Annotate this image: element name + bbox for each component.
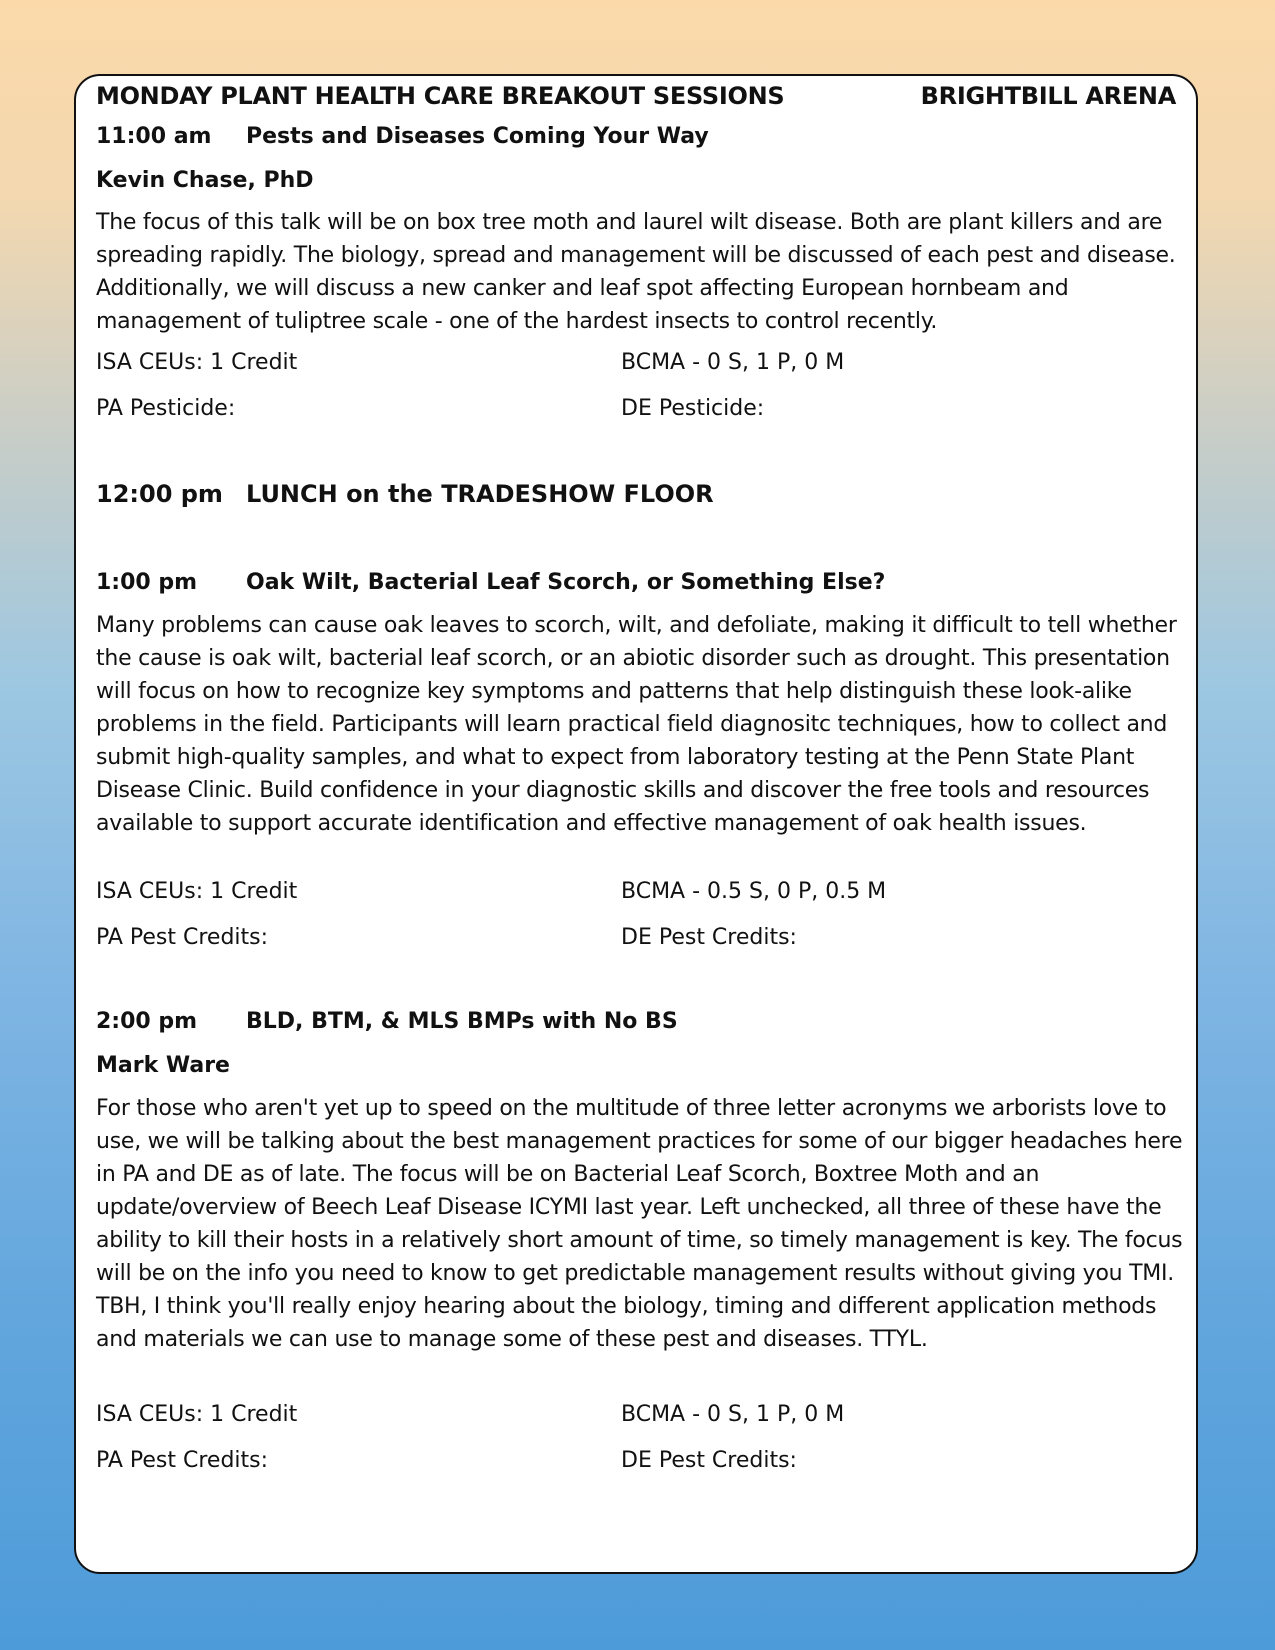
session-credits: [96, 1402, 1176, 1494]
de-credit: DE Pest Credits:: [621, 925, 797, 950]
session-time: 11:00 am: [96, 124, 212, 149]
pa-credit: PA Pest Credits:: [96, 925, 269, 950]
session-time: 2:00 pm: [96, 1009, 198, 1034]
session-title: Oak Wilt, Bacterial Leaf Scorch, or Something Else?: [246, 570, 886, 595]
isa-credit: ISA CEUs: 1 Credit: [96, 1402, 298, 1427]
session-speaker: Kevin Chase, PhD: [96, 168, 314, 193]
schedule-card: [74, 74, 1198, 1574]
session-credits: [96, 350, 1176, 442]
de-credit: DE Pest Credits:: [621, 1448, 797, 1473]
pa-credit: PA Pesticide:: [96, 396, 236, 421]
isa-credit: ISA CEUs: 1 Credit: [96, 350, 298, 375]
session-heading: [96, 1009, 678, 1034]
session-credits: [96, 879, 1176, 971]
bcma-credit: BCMA - 0 S, 1 P, 0 M: [621, 1402, 845, 1427]
session-description: Many problems can cause oak leaves to scorch, wilt, and defoliate, making it difficult to tell whether the cause is oak wilt, bacterial leaf scorch, or an abiotic disorder such as drought. This presentation will focus on how to recognize key symptoms and patterns that help distinguish these look-alike problems in the field. Participants will learn practical field diagnositc techniques, how to collect and submit high-quality samples, and what to expect from laboratory testing at the Penn State Plant Disease Clinic. Build confidence in your diagnostic skills and discover the free tools and resources available to support accurate identification and effective management of oak health issues.: [96, 613, 1177, 836]
session-title: BLD, BTM, & MLS BMPs with No BS: [246, 1009, 678, 1034]
session-speaker: Mark Ware: [96, 1053, 230, 1078]
session-time: 1:00 pm: [96, 570, 198, 595]
venue-name: BRIGHTBILL ARENA: [920, 82, 1176, 110]
session-description: The focus of this talk will be on box tree moth and laurel wilt disease. Both are plant killers and are spreading rapidly. The biology, spread and management will be discussed of each pest and disease. Additionally, we will discuss a new canker and leaf spot affecting European hornbeam and management of tuliptree scale - one of the hardest insects to control recently.: [96, 210, 1176, 334]
bcma-credit: BCMA - 0 S, 1 P, 0 M: [621, 350, 845, 375]
lunch-heading: [96, 480, 714, 508]
isa-credit: ISA CEUs: 1 Credit: [96, 879, 298, 904]
lunch-time: 12:00 pm: [96, 480, 223, 508]
schedule-title: MONDAY PLANT HEALTH CARE BREAKOUT SESSIONS: [96, 82, 785, 110]
de-credit: DE Pesticide:: [621, 396, 765, 421]
session-title: Pests and Diseases Coming Your Way: [246, 124, 709, 149]
bcma-credit: BCMA - 0.5 S, 0 P, 0.5 M: [621, 879, 887, 904]
pa-credit: PA Pest Credits:: [96, 1448, 269, 1473]
lunch-title: LUNCH on the TRADESHOW FLOOR: [246, 480, 714, 508]
session-description: For those who aren't yet up to speed on the multitude of three letter acronyms we arborists love to use, we will be talking about the best management practices for some of our bigger headaches here in PA and DE as of late. The focus will be on Bacterial Leaf Scorch, Boxtree Moth and an update/overview of Beech Leaf Disease ICYMI last year. Left unchecked, all three of these have the ability to kill their hosts in a relatively short amount of time, so timely management is key. The focus will be on the info you need to know to get predictable management results without giving you TMI. TBH, I think you'll really enjoy hearing about the biology, timing and different application methods and materials we can use to manage some of these pest and diseases. TTYL.: [96, 1096, 1183, 1352]
session-heading: [96, 570, 885, 595]
session-heading: [96, 124, 709, 149]
schedule-header: [96, 82, 1176, 110]
